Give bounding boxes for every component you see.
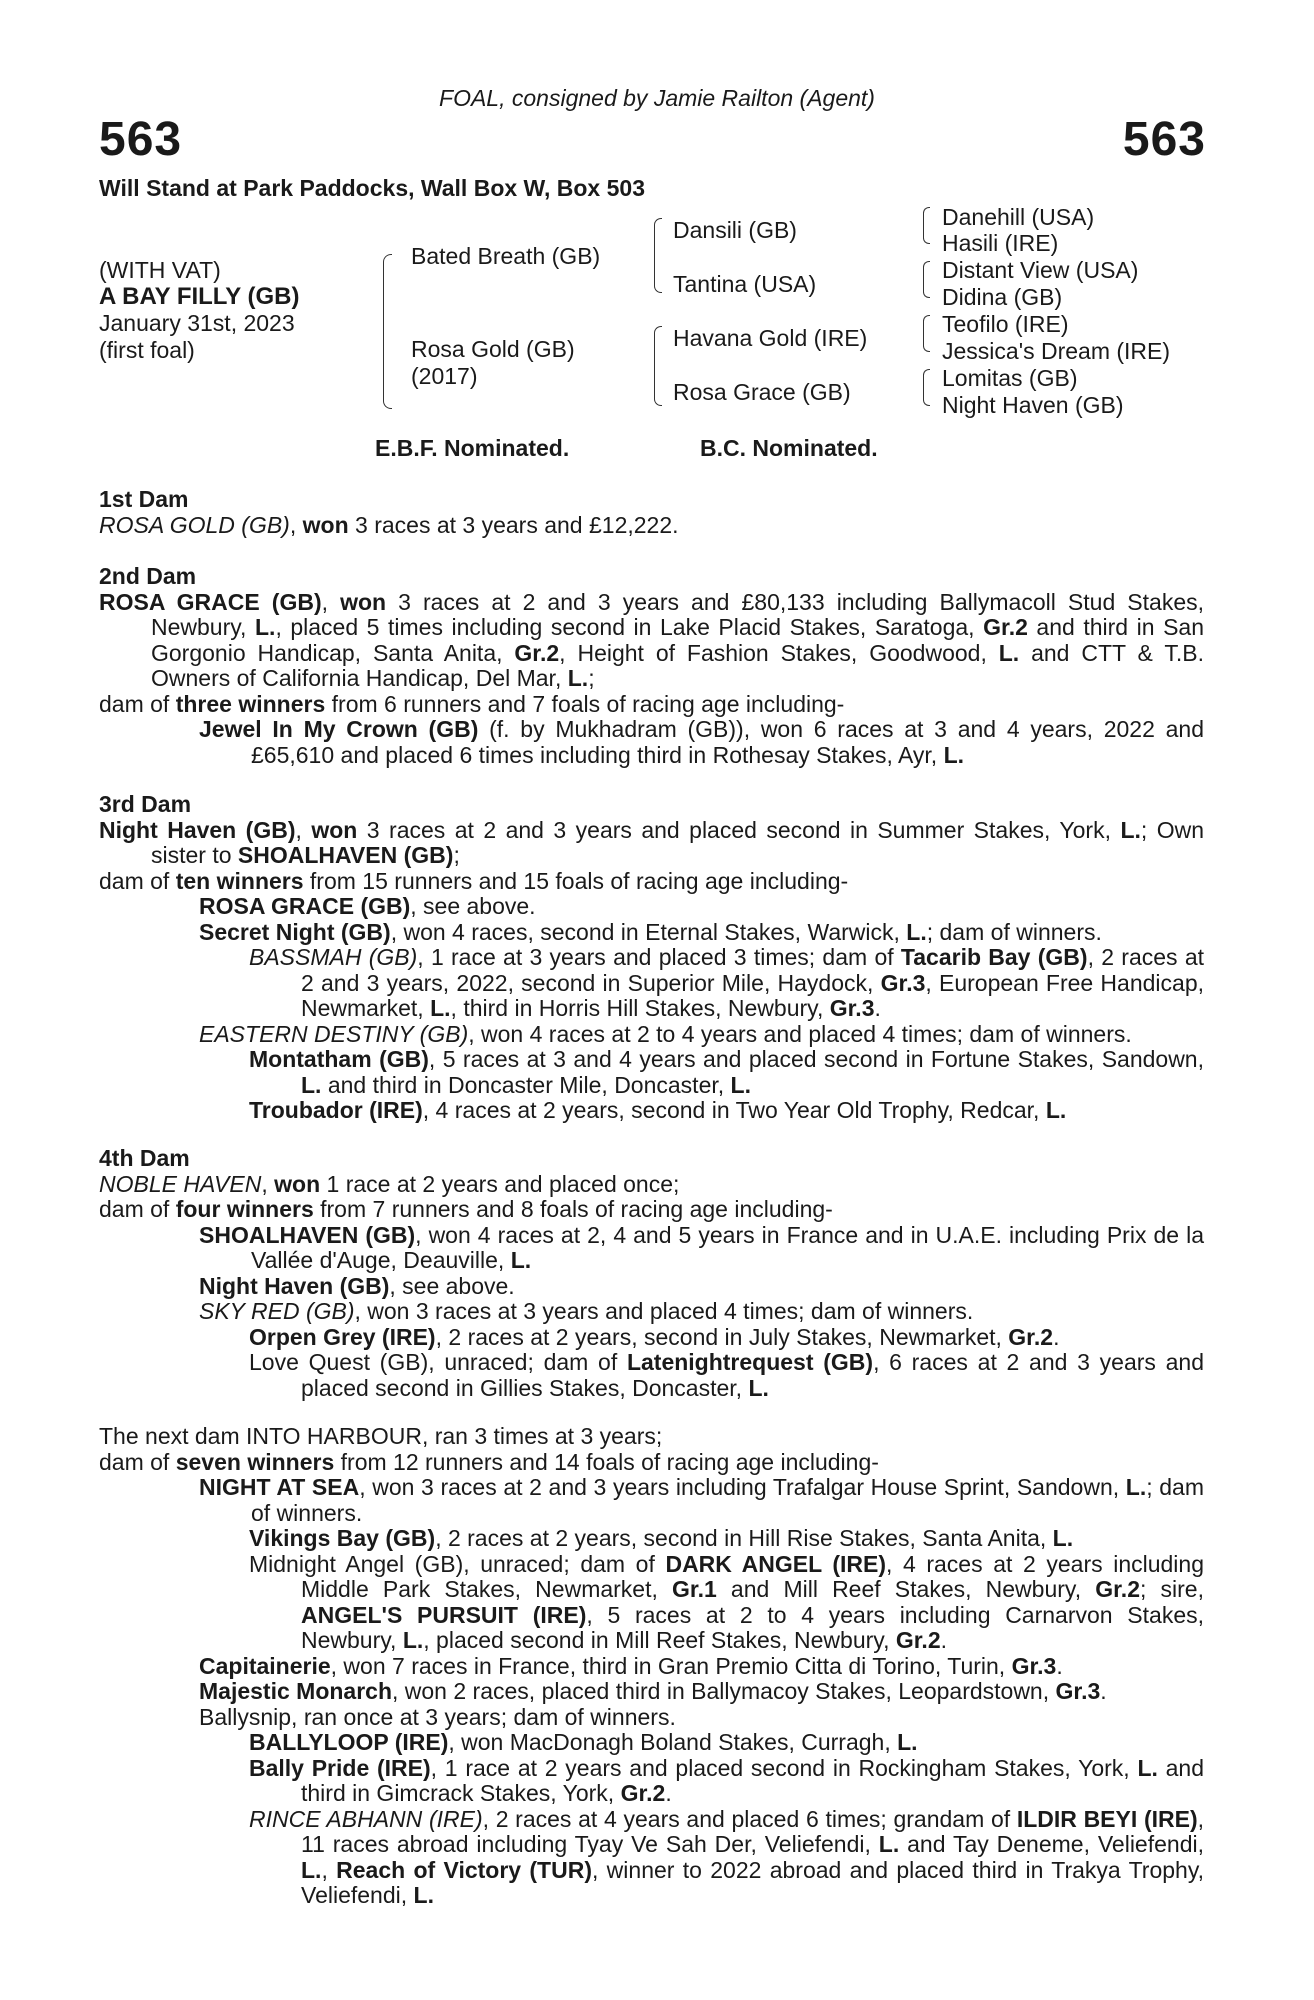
record-text: , placed 5 times including second in Lake Placid Stakes, Saratoga, <box>275 614 984 640</box>
produce-name: Night Haven (GB) <box>199 1272 390 1299</box>
produce-entry <box>99 1475 1204 1526</box>
produce-name: Bally Pride (IRE) <box>249 1754 431 1781</box>
pedigree-brace-g4 <box>923 369 930 406</box>
pedigree-brace-main <box>383 254 392 409</box>
listed-label: L. <box>567 665 589 691</box>
record-text: , see above. <box>410 893 536 919</box>
record-text: , see above. <box>389 1272 515 1299</box>
record-text: , 11 races abroad including Tyay Ve Sah Der, Veliefendi, <box>301 1805 1204 1857</box>
lot-description: A BAY FILLY (GB) <box>99 283 300 310</box>
first-dam-heading: 1st Dam <box>99 486 189 512</box>
pedigree-dam: Rosa Gold (GB) <box>411 336 575 362</box>
record-text: ; sire, <box>1140 1576 1204 1602</box>
record-text: from 6 runners and 7 foals of racing age including- <box>325 690 845 717</box>
grade-label: Gr.2 <box>895 1627 941 1653</box>
winners-count: four winners <box>175 1196 314 1222</box>
produce-entry: Majestic Monarch, won 2 races, placed third in Ballymacoy Stakes, Leopardstown, Gr.3. <box>199 1678 1107 1704</box>
pedigree-g1: Danehill (USA) <box>942 204 1095 230</box>
produce-entry <box>99 1350 1204 1401</box>
next-dam-produce-summary <box>99 1450 1204 1476</box>
record-text: , European Free Handicap, Newmarket, <box>301 969 1204 1021</box>
produce-name: BASSMAH (GB) <box>249 944 418 970</box>
produce-name: NIGHT AT SEA <box>199 1474 360 1500</box>
record-text: 3 races at 2 and 3 years and placed second in Summer Stakes, York, <box>357 816 1121 843</box>
listed-label: L. <box>943 741 965 768</box>
record-text: , 2 races at 2 and 3 years, 2022, second in Superior Mile, Haydock, <box>301 944 1204 996</box>
won-label: won <box>302 511 349 538</box>
produce-entry <box>99 894 1204 920</box>
record-text: , 1 race at 3 years and placed 3 times; dam of <box>417 944 901 970</box>
record-text: , winner to 2022 abroad and placed third in Trakya Trophy, Veliefendi, <box>301 1856 1205 1908</box>
record-text: dam of <box>99 867 176 894</box>
first-dam-text: ROSA GOLD (GB), won 3 races at 3 years and £12,222. <box>99 511 679 538</box>
produce-name: Jewel In My Crown (GB) <box>199 716 479 742</box>
record-text: , won 7 races in France, third in Gran Premio Citta di Torino, Turin, <box>330 1652 1012 1679</box>
produce-entry <box>99 1274 1204 1300</box>
record-text: Love Quest (GB), unraced; dam of <box>249 1349 627 1375</box>
listed-label: L. <box>1120 816 1141 843</box>
pedigree-g5: Teofilo (IRE) <box>942 311 1069 337</box>
first-dam-section <box>99 487 1204 538</box>
record-text: , won 4 races at 2, 4 and 5 years in France and in U.A.E. including Prix de la Vallée d'Auge, Deauville, <box>251 1221 1204 1273</box>
progeny-name: Reach of Victory (TUR) <box>336 1856 592 1883</box>
produce-entry <box>99 1730 1204 1756</box>
record-text: ; dam of winners. <box>251 1474 1204 1526</box>
record-text: , won 4 races at 2 to 4 years and placed 4 times; dam of winners. <box>468 1020 1132 1047</box>
listed-label: L. <box>1045 1097 1067 1123</box>
listed-label: L. <box>998 639 1020 666</box>
second-dam-section <box>99 564 1204 768</box>
listed-label: L. <box>897 1729 918 1755</box>
second-dam-text: ROSA GRACE (GB), won 3 races at 2 and 3 years and £80,133 including Ballymacoll Stud Stakes, Newbury, L., placed 5 times including second in Lake Placid Stakes, Saratoga, Gr.2 and third in San Gorgonio Handicap, Santa Anita, Gr.2, Height of Fashion Stakes, Goodwood, L. and CTT & T.B. Owners of California Handicap, Del Mar, L.; <box>99 588 1205 691</box>
record-text: and CTT & T.B. Owners of California Handicap, Del Mar, <box>151 639 1204 691</box>
listed-label: L. <box>1052 1525 1074 1551</box>
grade-label: Gr.2 <box>514 639 560 666</box>
listed-label: L. <box>301 1071 322 1098</box>
produce-name: RINCE ABHANN (IRE) <box>249 1805 483 1832</box>
produce-name: ROSA GRACE (GB) <box>199 893 411 919</box>
produce-name: Capitainerie <box>199 1652 331 1679</box>
won-label: won <box>311 816 358 843</box>
produce-entry <box>99 1223 1204 1274</box>
produce-name: SHOALHAVEN (GB) <box>199 1221 416 1248</box>
record-text: dam of <box>99 1448 176 1475</box>
grade-label: Gr.2 <box>983 614 1028 640</box>
record-text: , third in Horris Hill Stakes, Newbury, <box>450 995 830 1021</box>
produce-entry: BASSMAH (GB), 1 race at 3 years and placed 3 times; dam of Tacarib Bay (GB), 2 races at 2 and 3 years, 2022, second in Superior Mile, Haydock, Gr.3, European Free Handicap, Newmarket, L., third in Horris Hill Stakes, Newbury, Gr.3. <box>249 944 1204 1021</box>
record-text: 1 race at 2 years and placed once; <box>320 1170 680 1197</box>
progeny-name: ANGEL'S PURSUIT (IRE) <box>301 1601 587 1628</box>
next-dam-intro: The next dam INTO HARBOUR, ran 3 times at 3 years; <box>99 1423 663 1449</box>
grade-label: Gr.2 <box>620 1780 666 1806</box>
won-label: won <box>340 588 387 615</box>
record-text: , won 2 races, placed third in Ballymacoy Stakes, Leopardstown, <box>392 1678 1056 1704</box>
pedigree-brace-sire <box>654 218 662 293</box>
pedigree-g8: Night Haven (GB) <box>942 392 1124 418</box>
record-text: dam of <box>99 690 176 717</box>
vat-label: (WITH VAT) <box>99 257 221 283</box>
progeny-name: ILDIR BEYI (IRE) <box>1016 1805 1198 1832</box>
listed-label: L. <box>301 1856 322 1883</box>
grade-label: Gr.2 <box>1095 1576 1140 1602</box>
stand-location: Will Stand at Park Paddocks, Wall Box W, Box 503 <box>99 175 645 201</box>
record-text: (f. by Mukhadram (GB)), won 6 races at 3 and 4 years, 2022 and £65,610 and placed 6 times including third in Rothesay Stakes, Ayr, <box>251 716 1205 768</box>
listed-label: L. <box>413 1882 434 1908</box>
produce-name: Orpen Grey (IRE) <box>249 1323 436 1350</box>
produce-name: Majestic Monarch <box>199 1678 392 1704</box>
produce-entry <box>99 1047 1204 1098</box>
second-dam-produce-summary <box>99 692 1204 718</box>
record-text: , 6 races at 2 and 3 years and placed second in Gillies Stakes, Doncaster, <box>301 1349 1205 1401</box>
won-label: won <box>274 1170 321 1197</box>
ebf-nominated: E.B.F. Nominated. <box>375 435 570 461</box>
listed-label: L. <box>748 1374 769 1401</box>
record-text: , 5 races at 2 to 4 years including Carnarvon Stakes, Newbury, <box>301 1601 1205 1653</box>
first-dam-record: 3 races at 3 years and £12,222. <box>348 511 679 538</box>
listed-label: L. <box>1125 1474 1147 1500</box>
record-text: ; dam of winners. <box>926 918 1102 945</box>
fourth-dam-heading: 4th Dam <box>99 1145 190 1171</box>
record-text: , won MacDonagh Boland Stakes, Curragh, <box>448 1729 898 1755</box>
produce-entry <box>99 920 1204 946</box>
listed-label: L. <box>1137 1754 1158 1781</box>
pedigree-brace-g1 <box>923 207 930 244</box>
third-dam-produce-summary <box>99 869 1204 895</box>
record-text: from 12 runners and 14 foals of racing age including- <box>334 1448 879 1475</box>
third-dam-section <box>99 792 1204 1124</box>
produce-entry <box>99 1705 1204 1731</box>
record-text: , 4 races at 2 years, second in Two Year Old Trophy, Redcar, <box>422 1097 1046 1123</box>
winners-count: ten winners <box>175 867 304 894</box>
produce-entry: Midnight Angel (GB), unraced; dam of DARK ANGEL (IRE), 4 races at 2 years including Middle Park Stakes, Newmarket, Gr.1 and Mill Reef Stakes, Newbury, Gr.2; sire, ANGEL'S PURSUIT (IRE), 5 races at 2 to 4 years including Carnarvon Stakes, Newbury, L., placed second in Mill Reef Stakes, Newbury, Gr.2. <box>249 1550 1205 1653</box>
record-text: and third in Doncaster Mile, Doncaster, <box>321 1071 731 1098</box>
record-text: , won 4 races, second in Eternal Stakes, Warwick, <box>390 918 907 945</box>
produce-name: Secret Night (GB) <box>199 918 391 945</box>
lot-dob: January 31st, 2023 <box>99 310 295 336</box>
record-text: , 2 races at 4 years and placed 6 times; grandam of <box>482 1805 1017 1832</box>
produce-entry <box>99 1098 1204 1124</box>
produce-entry <box>99 1526 1204 1552</box>
grade-label: Gr.3 <box>829 995 875 1021</box>
pedigree-g2: Hasili (IRE) <box>942 230 1059 256</box>
listed-label: L. <box>254 614 276 640</box>
record-text: 3 races at 2 and 3 years and £80,133 including Ballymacoll Stud Stakes, Newbury, <box>151 588 1205 640</box>
record-text: ; <box>588 665 595 691</box>
pedigree-g7: Lomitas (GB) <box>942 365 1078 391</box>
produce-entry <box>99 1022 1204 1048</box>
record-text: Ballysnip, ran once at 3 years; dam of winners. <box>199 1703 676 1730</box>
first-dam-name: ROSA GOLD (GB) <box>99 511 290 538</box>
record-text: dam of <box>99 1196 176 1222</box>
produce-name: Troubador (IRE) <box>249 1097 423 1123</box>
pedigree-brace-dam <box>654 326 662 406</box>
listed-label: L. <box>510 1247 532 1273</box>
grade-label: Gr.3 <box>1011 1652 1057 1679</box>
record-text: , Height of Fashion Stakes, Goodwood, <box>559 639 999 666</box>
pedigree-dam-year: (2017) <box>411 363 478 389</box>
record-text: , 5 races at 3 and 4 years and placed second in Fortune Stakes, Sandown, <box>428 1046 1204 1072</box>
produce-name: BALLYLOOP (IRE) <box>249 1729 449 1755</box>
third-dam-name: Night Haven (GB) <box>99 816 296 843</box>
lot-number-right: 563 <box>1122 113 1206 166</box>
produce-name: Vikings Bay (GB) <box>249 1525 436 1551</box>
pedigree-dam-sire: Havana Gold (IRE) <box>673 325 868 351</box>
listed-label: L. <box>402 1627 424 1653</box>
winners-count: three winners <box>175 690 326 717</box>
fourth-dam-produce-summary <box>99 1197 1204 1223</box>
record-text: and third in Gimcrack Stakes, York, <box>301 1754 1205 1806</box>
winners-count: seven winners <box>175 1448 335 1475</box>
grade-label: Gr.3 <box>880 969 926 996</box>
sister-name: SHOALHAVEN (GB) <box>237 842 454 868</box>
listed-label: L. <box>430 995 451 1021</box>
pedigree-sire-dam: Tantina (USA) <box>673 271 817 297</box>
lot-note: (first foal) <box>99 337 195 363</box>
pedigree-g6: Jessica's Dream (IRE) <box>942 338 1171 364</box>
produce-entry: RINCE ABHANN (IRE), 2 races at 4 years and placed 6 times; grandam of ILDIR BEYI (IRE), 11 races abroad including Tyay Ve Sah Der, Veliefendi, L. and Tay Deneme, Veliefendi, L., Reach of Victory (TUR), winner to 2022 abroad and placed third in Trakya Trophy, Veliefendi, L. <box>249 1805 1205 1908</box>
record-text: ; Own sister to <box>151 816 1205 868</box>
record-text: from 7 runners and 8 foals of racing age including- <box>313 1196 833 1222</box>
fourth-dam-text: NOBLE HAVEN, won 1 race at 2 years and placed once; <box>99 1170 680 1197</box>
lot-number-left: 563 <box>99 113 183 166</box>
third-dam-text: Night Haven (GB), won 3 races at 2 and 3 years and placed second in Summer Stakes, York, L.; Own sister to SHOALHAVEN (GB); <box>99 816 1205 868</box>
next-dam-section <box>99 1424 1204 1909</box>
record-text: and Tay Deneme, Veliefendi, <box>899 1831 1204 1857</box>
progeny-name: Latenightrequest (GB) <box>626 1349 874 1375</box>
pedigree-sire-sire: Dansili (GB) <box>673 217 797 243</box>
produce-name: Montatham (GB) <box>249 1046 429 1072</box>
produce-entry: Bally Pride (IRE), 1 race at 2 years and placed second in Rockingham Stakes, York, L. and third in Gimcrack Stakes, York, Gr.2. <box>249 1754 1205 1806</box>
grade-label: Gr.2 <box>1008 1323 1054 1350</box>
fourth-dam-name: NOBLE HAVEN <box>99 1170 262 1197</box>
produce-entry: Orpen Grey (IRE), 2 races at 2 years, second in July Stakes, Newmarket, Gr.2. <box>249 1323 1060 1350</box>
progeny-name: Tacarib Bay (GB) <box>900 944 1088 970</box>
pedigree-dam-dam: Rosa Grace (GB) <box>673 379 851 405</box>
consignor-line: FOAL, consigned by Jamie Railton (Agent) <box>439 85 875 111</box>
record-text: from 15 runners and 15 foals of racing age including- <box>303 867 849 894</box>
second-dam-name: ROSA GRACE (GB) <box>99 588 322 615</box>
progeny-name: DARK ANGEL (IRE) <box>665 1550 886 1577</box>
grade-label: Gr.1 <box>672 1576 717 1602</box>
produce-entry <box>99 1299 1204 1325</box>
record-text: , won 3 races at 2 and 3 years including Trafalgar House Sprint, Sandown, <box>359 1474 1126 1500</box>
record-text: , 2 races at 2 years, second in Hill Rise Stakes, Santa Anita, <box>435 1525 1053 1551</box>
produce-entry: Capitainerie, won 7 races in France, third in Gran Premio Citta di Torino, Turin, Gr.3. <box>199 1652 1063 1679</box>
pedigree-brace-g3 <box>923 315 930 352</box>
listed-label: L. <box>730 1071 751 1098</box>
second-dam-heading: 2nd Dam <box>99 563 197 589</box>
record-text: , placed second in Mill Reef Stakes, Newbury, <box>423 1627 896 1653</box>
fourth-dam-section <box>99 1146 1204 1401</box>
listed-label: L. <box>906 918 927 945</box>
record-text: , 1 race at 2 years and placed second in Rockingham Stakes, York, <box>430 1754 1138 1781</box>
grade-label: Gr.3 <box>1055 1678 1101 1704</box>
record-text: Midnight Angel (GB), unraced; dam of <box>249 1550 666 1577</box>
produce-name: EASTERN DESTINY (GB) <box>199 1020 469 1047</box>
record-text: , 4 races at 2 years including Middle Park Stakes, Newmarket, <box>301 1550 1204 1602</box>
bc-nominated: B.C. Nominated. <box>700 435 878 461</box>
record-text: , 2 races at 2 years, second in July Stakes, Newmarket, <box>435 1323 1009 1350</box>
listed-label: L. <box>878 1831 900 1857</box>
third-dam-heading: 3rd Dam <box>99 791 192 817</box>
pedigree-brace-g2 <box>923 261 930 298</box>
pedigree-sire: Bated Breath (GB) <box>411 243 601 269</box>
produce-entry <box>99 717 1204 768</box>
produce-name: SKY RED (GB) <box>199 1298 355 1324</box>
pedigree-g3: Distant View (USA) <box>942 257 1139 283</box>
record-text: and third in San Gorgonio Handicap, Santa Anita, <box>151 614 1204 666</box>
record-text: , won 3 races at 3 years and placed 4 times; dam of winners. <box>354 1298 974 1324</box>
pedigree-g4: Didina (GB) <box>942 284 1063 310</box>
record-text: and Mill Reef Stakes, Newbury, <box>716 1576 1096 1602</box>
